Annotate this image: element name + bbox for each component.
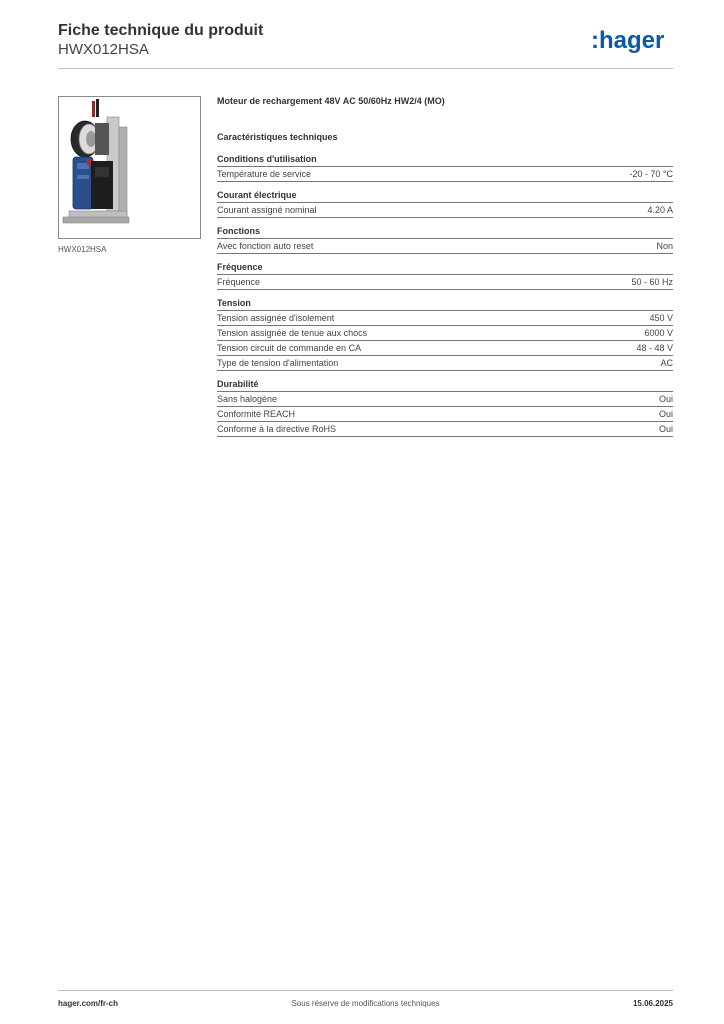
spec-group-functions: [217, 226, 673, 254]
spec-label: Conformité REACH: [217, 409, 296, 419]
page-header: [58, 22, 673, 69]
spec-value: 50 - 60 Hz: [631, 277, 673, 287]
spec-value: 48 - 48 V: [636, 343, 673, 353]
spec-value: AC: [660, 358, 673, 368]
spec-label: Sans halogène: [217, 394, 278, 404]
spec-group-conditions: [217, 154, 673, 182]
page-title: Fiche technique du produit: [58, 22, 264, 39]
spec-group-current: [217, 190, 673, 218]
footer-notice: Sous réserve de modifications techniques: [291, 999, 440, 1008]
spec-label: Type de tension d'alimentation: [217, 358, 339, 368]
spec-row: [217, 239, 673, 254]
section-title: Caractéristiques techniques: [217, 132, 338, 142]
spec-label: Avec fonction auto reset: [217, 241, 314, 251]
spec-row: [217, 422, 673, 437]
footer-date: 15.06.2025: [632, 999, 673, 1008]
spec-row: [217, 356, 673, 371]
footer-website-link[interactable]: hager.com/fr-ch: [58, 999, 119, 1008]
spec-label: Fréquence: [217, 277, 261, 287]
spec-row: [217, 392, 673, 407]
image-caption: HWX012HSA: [58, 245, 107, 254]
spec-group-durability: [217, 379, 673, 437]
spec-group-voltage: [217, 298, 673, 371]
spec-row: [217, 311, 673, 326]
page-footer: [58, 990, 673, 1008]
spec-label: Température de service: [217, 169, 312, 179]
product-image: [58, 96, 201, 239]
spec-sheet: [217, 96, 673, 437]
spec-value: -20 - 70 °C: [629, 169, 673, 179]
spec-group-title: Fréquence: [217, 262, 673, 275]
hager-logo: [591, 26, 673, 56]
svg-text::hager: :hager: [591, 27, 665, 54]
spec-group-frequency: [217, 262, 673, 290]
spec-row: [217, 326, 673, 341]
product-code: HWX012HSA: [58, 41, 149, 58]
spec-group-title: Courant électrique: [217, 190, 673, 203]
spec-label: Tension assignée de tenue aux chocs: [217, 328, 368, 338]
spec-value: Oui: [658, 409, 673, 419]
spec-value: Non: [656, 241, 673, 251]
spec-value: 4.20 A: [647, 205, 673, 215]
spec-group-title: Conditions d'utilisation: [217, 154, 673, 167]
product-name: Moteur de rechargement 48V AC 50/60Hz HW2/4 (MO): [217, 96, 445, 106]
spec-label: Conforme à la directive RoHS: [217, 424, 337, 434]
spec-label: Courant assigné nominal: [217, 205, 317, 215]
spec-value: Oui: [658, 394, 673, 404]
spec-label: Tension assignée d'isolement: [217, 313, 335, 323]
spec-group-title: Durabilité: [217, 379, 673, 392]
motor-illustration: [59, 97, 200, 238]
spec-row: [217, 275, 673, 290]
spec-group-title: Fonctions: [217, 226, 673, 239]
spec-value: 450 V: [649, 313, 673, 323]
spec-row: [217, 341, 673, 356]
spec-value: 6000 V: [644, 328, 673, 338]
spec-row: [217, 203, 673, 218]
spec-row: [217, 407, 673, 422]
spec-group-title: Tension: [217, 298, 673, 311]
spec-row: [217, 167, 673, 182]
spec-value: Oui: [658, 424, 673, 434]
spec-label: Tension circuit de commande en CA: [217, 343, 362, 353]
